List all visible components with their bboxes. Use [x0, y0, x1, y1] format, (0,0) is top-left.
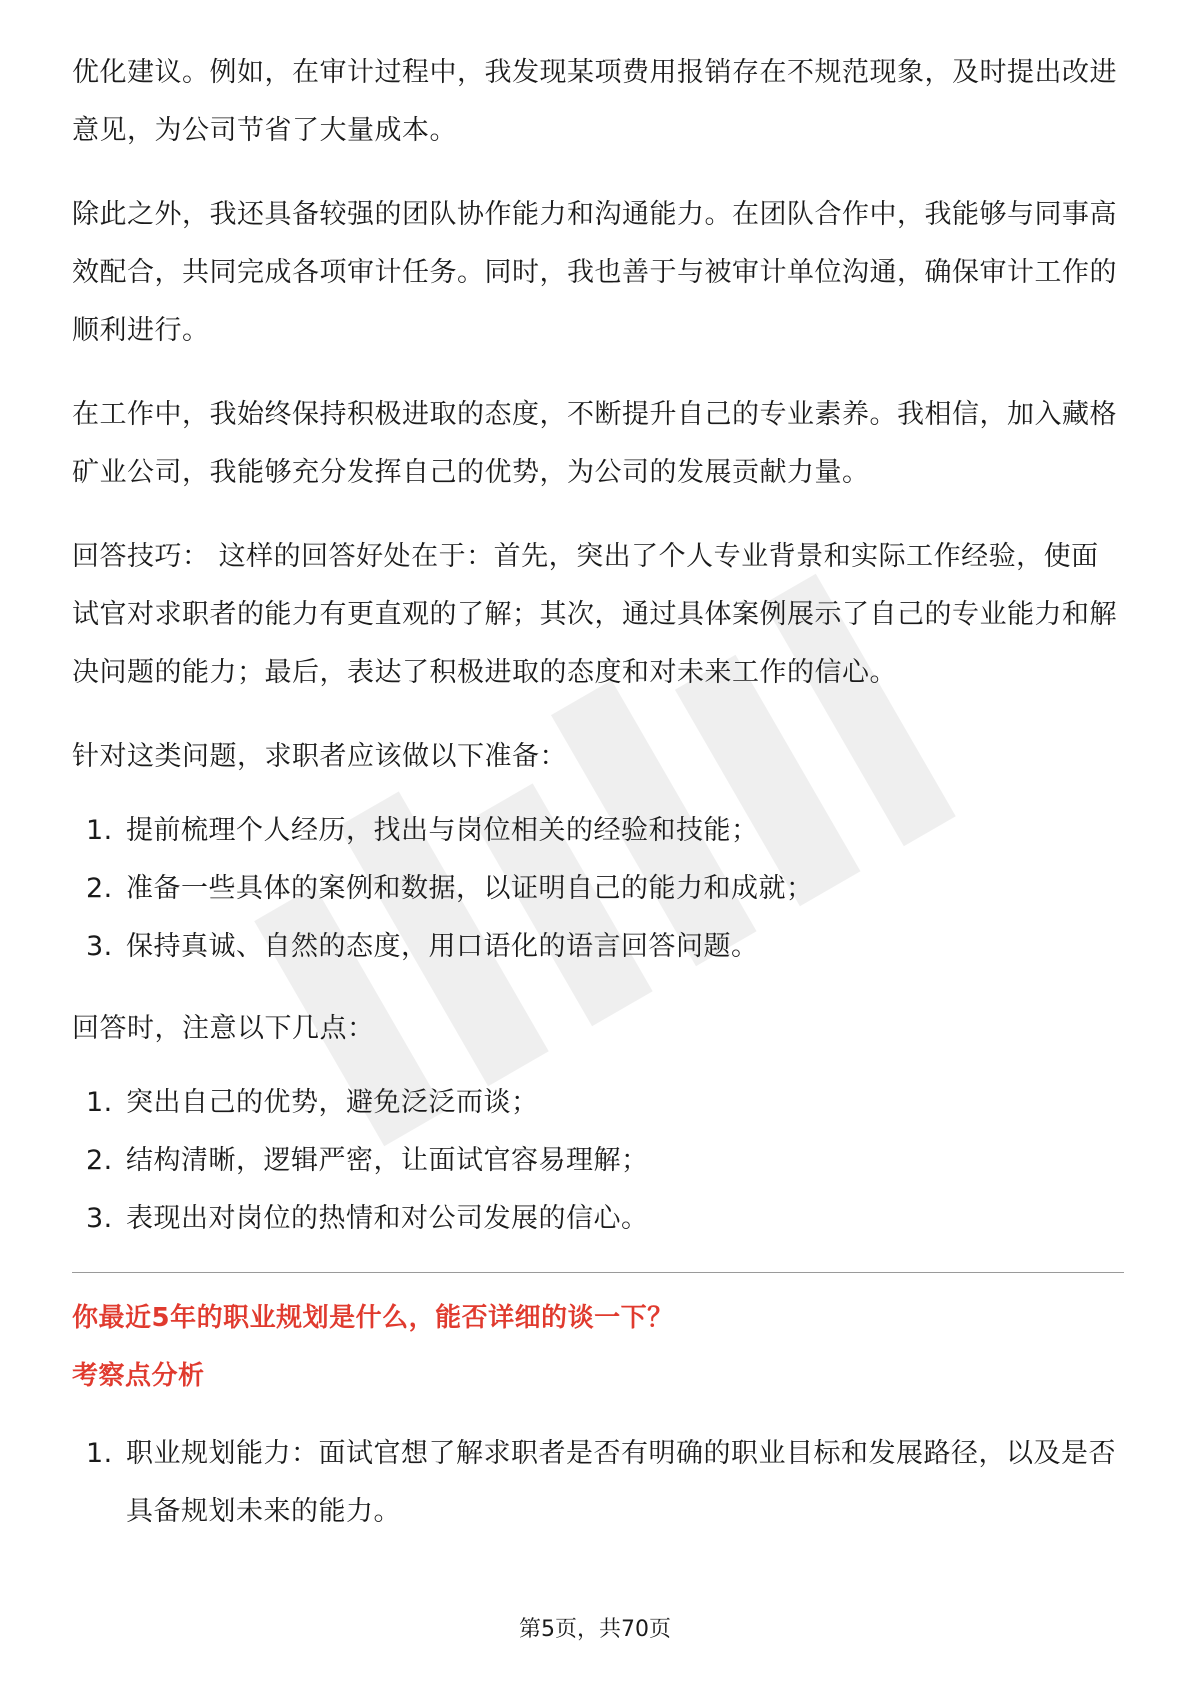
paragraph: 优化建议。例如，在审计过程中，我发现某项费用报销存在不规范现象，及时提出改进意见，为公司节省了大量成本。: [72, 57, 1117, 146]
list-number: 2.: [86, 1145, 113, 1176]
document-body: [72, 44, 1122, 1565]
notes-list: [72, 1074, 1122, 1248]
list-item-text: 突出自己的优势，避免泛泛而谈；: [126, 1087, 539, 1118]
list-item-text: 准备一些具体的案例和数据，以证明自己的能力和成就；: [126, 873, 814, 904]
list-number: 3.: [86, 931, 113, 962]
list-item: [72, 860, 1122, 918]
list-item: [72, 1190, 1122, 1248]
paragraph: 回答技巧： 这样的回答好处在于：首先，突出了个人专业背景和实际工作经验，使面试官对求职者的能力有更直观的了解；其次，通过具体案例展示了自己的专业能力和解决问题的能力；最后，表达了积极进取的态度和对未来工作的信心。: [72, 541, 1117, 688]
notes-intro: 回答时，注意以下几点：: [72, 1013, 375, 1044]
page-footer: 第5页，共70页: [519, 1617, 671, 1642]
list-number: 1.: [86, 815, 113, 846]
list-item-text: 保持真诚、自然的态度，用口语化的语言回答问题。: [126, 931, 759, 962]
list-item: [72, 918, 1122, 976]
list-item: [72, 1074, 1122, 1132]
list-item-text: 表现出对岗位的热情和对公司发展的信心。: [126, 1203, 649, 1234]
list-item-text: 提前梳理个人经历，找出与岗位相关的经验和技能；: [126, 815, 759, 846]
analysis-list: [72, 1425, 1122, 1541]
paragraph: 除此之外，我还具备较强的团队协作能力和沟通能力。在团队合作中，我能够与同事高效配合，共同完成各项审计任务。同时，我也善于与被审计单位沟通，确保审计工作的顺利进行。: [72, 199, 1117, 346]
list-number: 1.: [86, 1438, 113, 1469]
list-number: 1.: [86, 1087, 113, 1118]
prep-intro: 针对这类问题，求职者应该做以下准备：: [72, 741, 567, 772]
list-item: [72, 1132, 1122, 1190]
list-item: [72, 1425, 1122, 1541]
list-item: [72, 802, 1122, 860]
paragraph: 在工作中，我始终保持积极进取的态度，不断提升自己的专业素养。我相信，加入藏格矿业公司，我能够充分发挥自己的优势，为公司的发展贡献力量。: [72, 399, 1117, 488]
section-divider: [72, 1272, 1124, 1273]
list-item-text: 结构清晰，逻辑严密，让面试官容易理解；: [126, 1145, 649, 1176]
analysis-heading: 考察点分析: [72, 1361, 205, 1391]
prep-list: [72, 802, 1122, 976]
list-number: 3.: [86, 1203, 113, 1234]
list-number: 2.: [86, 873, 113, 904]
question-title: 你最近5年的职业规划是什么，能否详细的谈一下？: [72, 1303, 674, 1333]
list-item-text: 职业规划能力：面试官想了解求职者是否有明确的职业目标和发展路径，以及是否具备规划未来的能力。: [126, 1438, 1116, 1527]
